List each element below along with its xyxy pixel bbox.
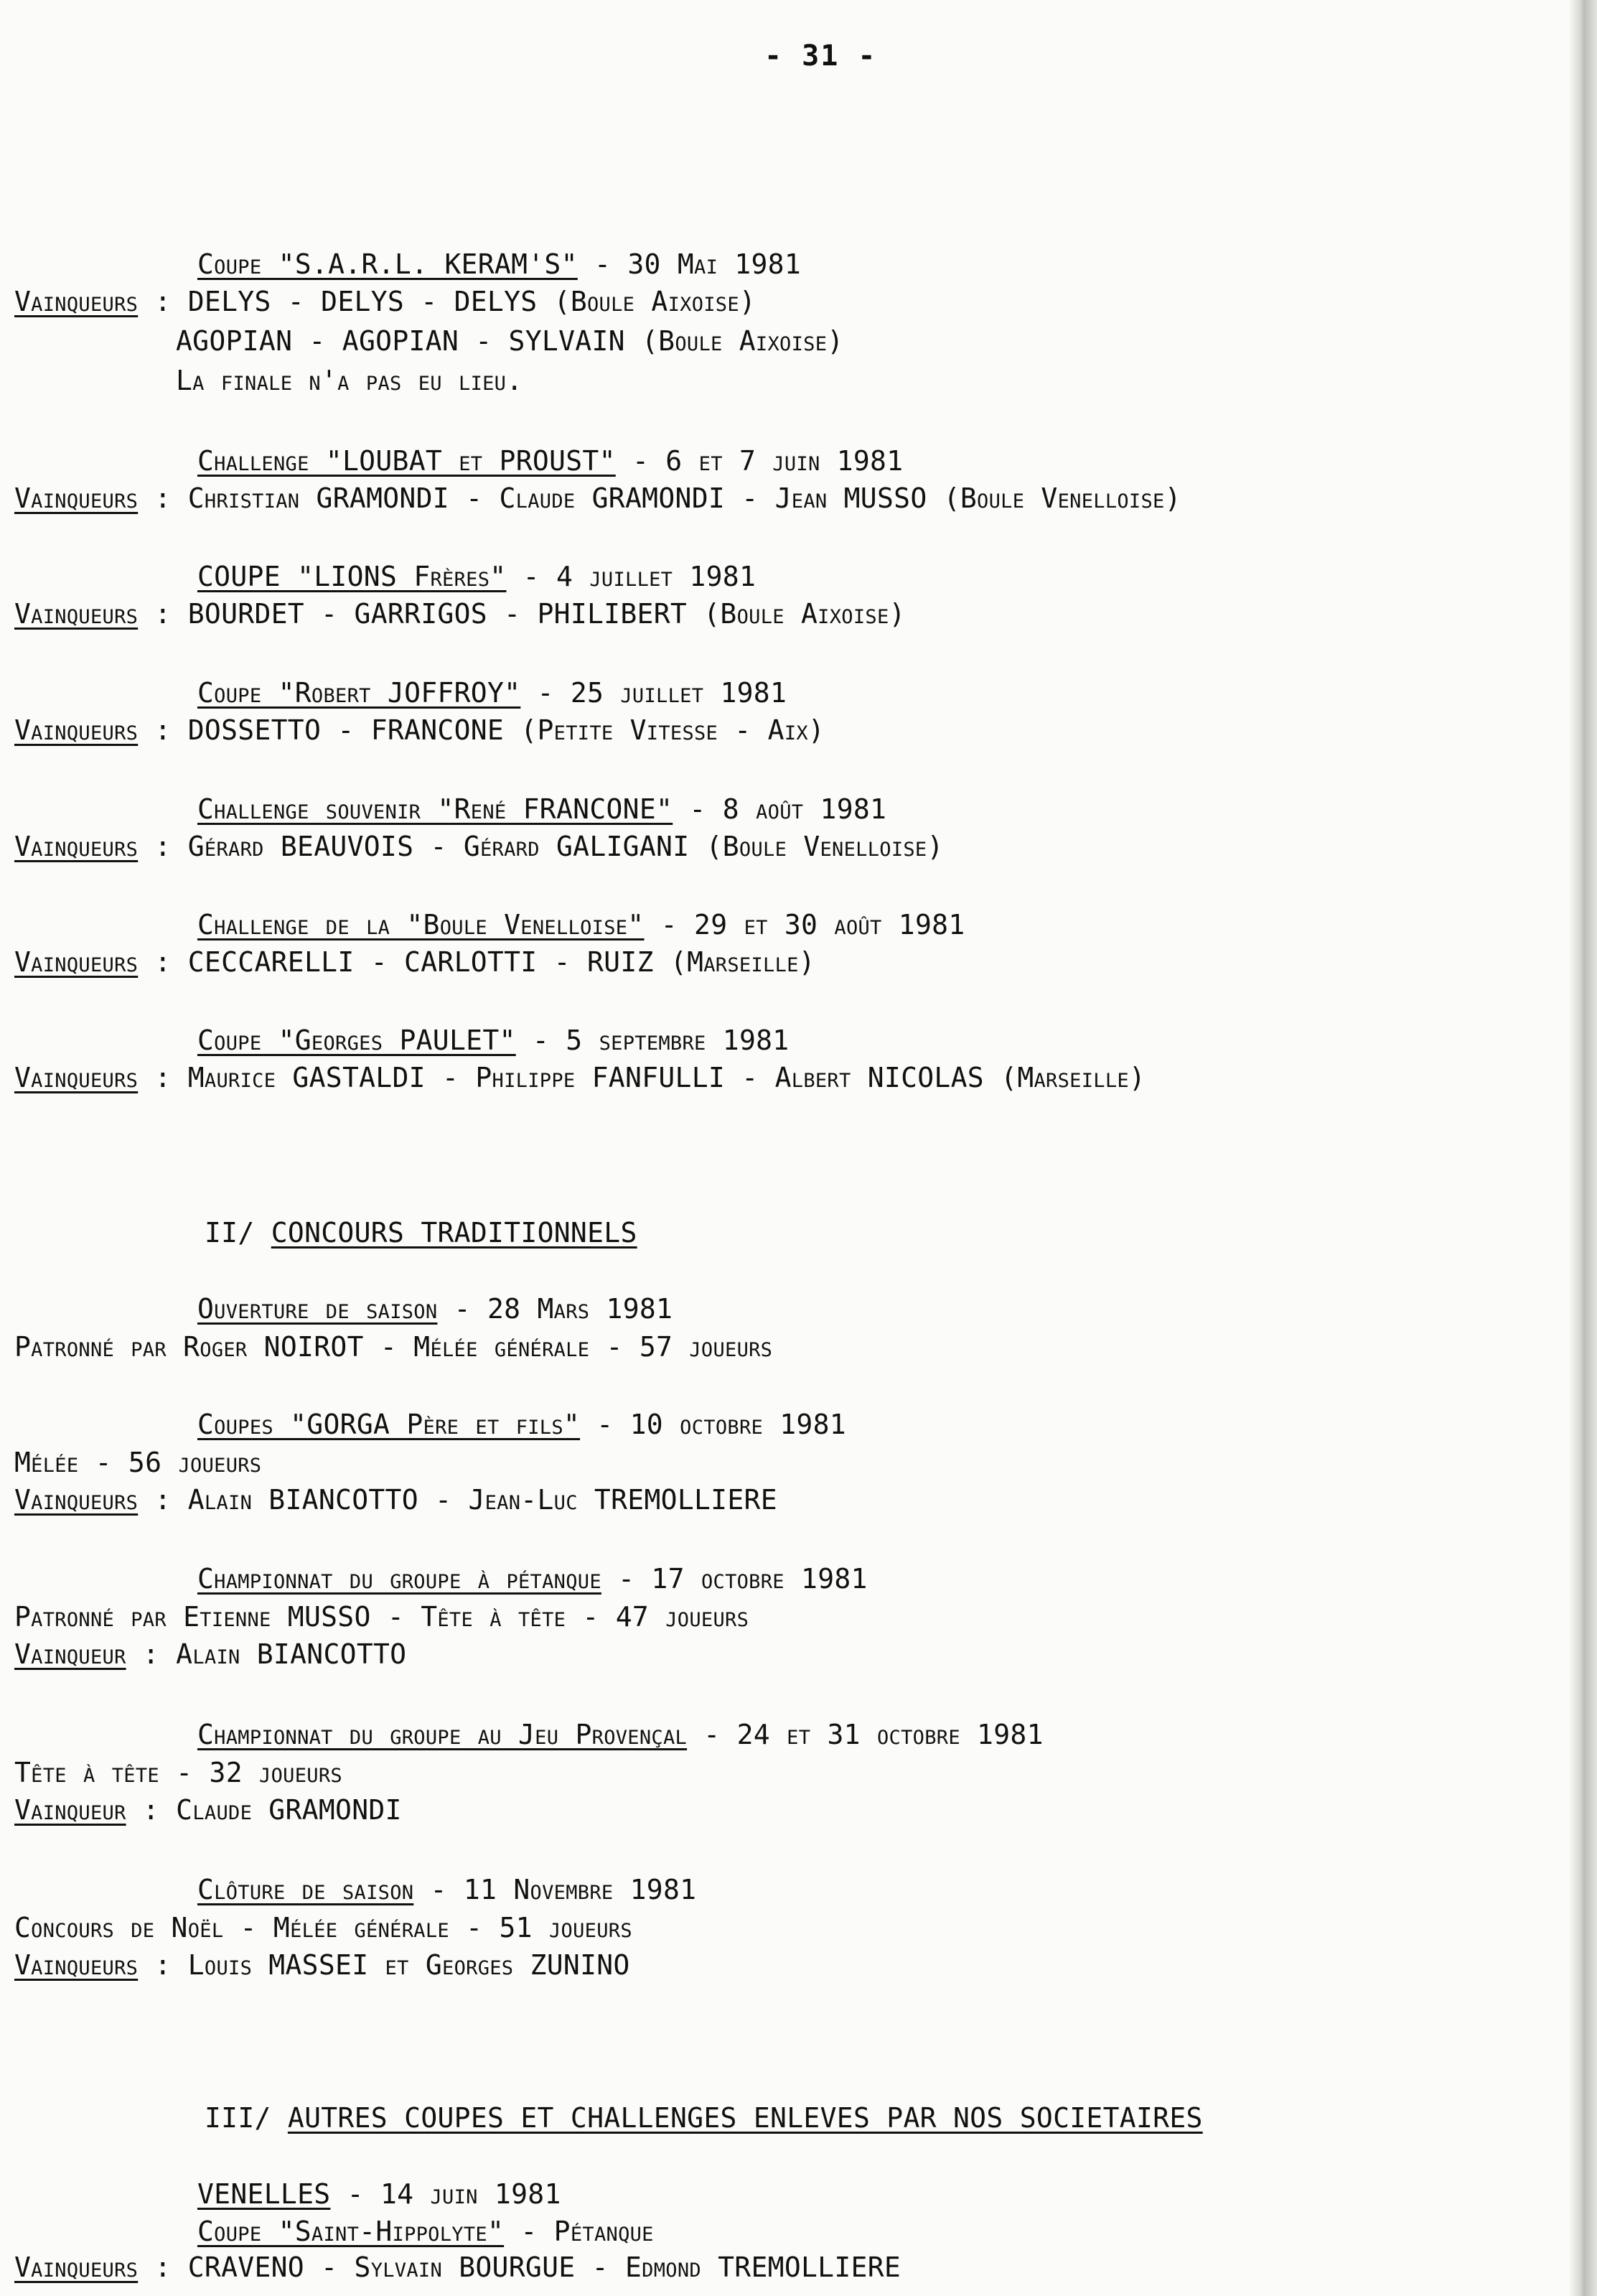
winners-label: Vainqueurs	[14, 1062, 139, 1093]
event-heading	[197, 1872, 696, 1908]
event-heading	[197, 2176, 561, 2212]
event-date: - 6 et 7 juin 1981	[615, 445, 904, 477]
winners-names: Christian GRAMONDI - Claude GRAMONDI - Jean MUSSO (Boule Venelloise)	[187, 482, 1181, 514]
section-heading	[205, 2100, 1203, 2136]
event-place: VENELLES	[197, 2178, 331, 2210]
event-title: Challenge de la "Boule Venelloise"	[197, 909, 645, 941]
event-date: - 24 et 31 octobre 1981	[687, 1719, 1044, 1750]
event-title: Ouverture de saison	[197, 1293, 438, 1325]
winners-line: Vainqueur : Alain BIANCOTTO	[14, 1638, 407, 1670]
winners-names: Louis MASSEI et Georges ZUNINO	[187, 1949, 630, 1981]
winners-line: Vainqueurs : CECCARELLI - CARLOTTI - RUIZ (Marseille)	[14, 946, 815, 978]
section-number: III/	[205, 2102, 288, 2134]
winners-label: Vainqueurs	[14, 482, 139, 514]
winners-label: Vainqueurs	[14, 946, 139, 978]
event-title: Coupe "Georges PAULET"	[197, 1025, 516, 1056]
winners-names: CECCARELLI - CARLOTTI - RUIZ (Marseille)	[187, 946, 815, 978]
event-heading	[197, 791, 886, 827]
event-info: Patronné par Roger NOIROT - Mélée générale - 57 joueurs	[14, 1331, 773, 1363]
winners-names: Maurice GASTALDI - Philippe FANFULLI - Albert NICOLAS (Marseille)	[187, 1062, 1146, 1093]
winners-line: Vainqueur : Claude GRAMONDI	[14, 1794, 402, 1826]
winners-names: Alain BIANCOTTO	[176, 1638, 407, 1670]
winners-label: Vainqueurs	[14, 1484, 139, 1516]
event-heading	[197, 2213, 654, 2249]
event-info: Mélée - 56 joueurs	[14, 1447, 262, 1478]
event-date: - 10 octobre 1981	[580, 1409, 846, 1440]
winners-names: Claude GRAMONDI	[176, 1794, 402, 1826]
event-date: - 29 et 30 août 1981	[644, 909, 965, 941]
event-title: Clôture de saison	[197, 1874, 414, 1905]
winners-line: Vainqueurs : CRAVENO - Sylvain BOURGUE - Edmond TREMOLLIERE	[14, 2251, 901, 2283]
event-info: Patronné par Etienne MUSSO - Tête à tête - 47 joueurs	[14, 1601, 749, 1633]
event-date: - 17 octobre 1981	[601, 1563, 868, 1595]
event-heading	[197, 1022, 789, 1058]
winners-label: Vainqueurs	[14, 714, 139, 746]
event-date: - 28 Mars 1981	[437, 1293, 673, 1325]
winners-line: Vainqueurs : BOURDET - GARRIGOS - PHILIBERT (Boule Aixoise)	[14, 598, 906, 630]
winners-label: Vainqueurs	[14, 831, 139, 862]
winners-label: Vainqueur	[14, 1794, 126, 1826]
winners-names: CRAVENO - Sylvain BOURGUE - Edmond TREMOLLIERE	[187, 2251, 901, 2283]
event-date: - 25 juillet 1981	[520, 677, 787, 709]
winners-line: Vainqueurs : DELYS - DELYS - DELYS (Boule Aixoise)	[14, 286, 757, 317]
event-heading	[197, 559, 756, 594]
event-title: Championnat du groupe au Jeu Provençal	[197, 1719, 688, 1750]
event-heading	[197, 1291, 673, 1327]
event-heading	[197, 1561, 868, 1597]
event-title: Coupe "Robert JOFFROY"	[197, 677, 521, 709]
winners-names: BOURDET - GARRIGOS - PHILIBERT (Boule Aixoise)	[187, 598, 906, 630]
event-title: Coupe "S.A.R.L. KERAM'S"	[197, 248, 578, 280]
event-heading	[197, 443, 903, 479]
event-heading	[197, 1406, 846, 1442]
section-number: II/	[205, 1217, 271, 1249]
event-note: La finale n'a pas eu lieu.	[176, 365, 523, 396]
winners-line: Vainqueurs : Maurice GASTALDI - Philippe FANFULLI - Albert NICOLAS (Marseille)	[14, 1062, 1146, 1093]
winners-line: Vainqueurs : Louis MASSEI et Georges ZUNINO	[14, 1949, 630, 1981]
section-title: AUTRES COUPES ET CHALLENGES ENLEVES PAR NOS SOCIETAIRES	[287, 2102, 1203, 2134]
winners-names: AGOPIAN - AGOPIAN - SYLVAIN (Boule Aixoise)	[176, 325, 844, 357]
section-title: CONCOURS TRADITIONNELS	[271, 1217, 637, 1249]
winners-names: DELYS - DELYS - DELYS (Boule Aixoise)	[187, 286, 757, 317]
event-date: - 30 Mai 1981	[577, 248, 802, 280]
event-info: Tête à tête - 32 joueurs	[14, 1757, 342, 1788]
event-heading	[197, 675, 787, 711]
event-info: Concours de Noël - Mélée générale - 51 joueurs	[14, 1912, 632, 1943]
event-title: Coupe "Saint-Hippolyte"	[197, 2216, 505, 2247]
section-heading	[205, 1215, 637, 1251]
event-date: - 14 juin 1981	[330, 2178, 561, 2210]
winners-line: Vainqueurs : Alain BIANCOTTO - Jean-Luc TREMOLLIERE	[14, 1484, 777, 1516]
event-date: - 5 septembre 1981	[515, 1025, 790, 1056]
scan-edge	[1568, 0, 1597, 2296]
event-date: - 11 Novembre 1981	[413, 1874, 697, 1905]
page-number: - 31 -	[764, 39, 877, 73]
winners-label: Vainqueurs	[14, 286, 139, 317]
event-heading	[197, 907, 965, 943]
winners-names: Gérard BEAUVOIS - Gérard GALIGANI (Boule Venelloise)	[187, 831, 944, 862]
winners-label: Vainqueurs	[14, 598, 139, 630]
winners-line: Vainqueurs : Christian GRAMONDI - Claude GRAMONDI - Jean MUSSO (Boule Venelloise)	[14, 482, 1181, 514]
winners-line: Vainqueurs : DOSSETTO - FRANCONE (Petite Vitesse - Aix)	[14, 714, 825, 746]
winners-label: Vainqueurs	[14, 1949, 139, 1981]
event-title: COUPE "LIONS Frères"	[197, 561, 507, 592]
event-heading	[197, 246, 801, 282]
event-type: - Pétanque	[504, 2216, 654, 2247]
event-heading	[197, 1717, 1044, 1753]
winners-names: DOSSETTO - FRANCONE (Petite Vitesse - Aix)	[187, 714, 825, 746]
winners-label: Vainqueurs	[14, 2251, 139, 2283]
event-date: - 8 août 1981	[673, 793, 887, 825]
event-title: Challenge "LOUBAT et PROUST"	[197, 445, 616, 477]
event-date: - 4 juillet 1981	[506, 561, 757, 592]
winners-names: Alain BIANCOTTO - Jean-Luc TREMOLLIERE	[187, 1484, 777, 1516]
winners-line: Vainqueurs : Gérard BEAUVOIS - Gérard GALIGANI (Boule Venelloise)	[14, 831, 944, 862]
event-title: Challenge souvenir "René FRANCONE"	[197, 793, 673, 825]
winners-label: Vainqueur	[14, 1638, 126, 1670]
event-title: Coupes "GORGA Père et fils"	[197, 1409, 581, 1440]
event-title: Championnat du groupe à pétanque	[197, 1563, 601, 1595]
